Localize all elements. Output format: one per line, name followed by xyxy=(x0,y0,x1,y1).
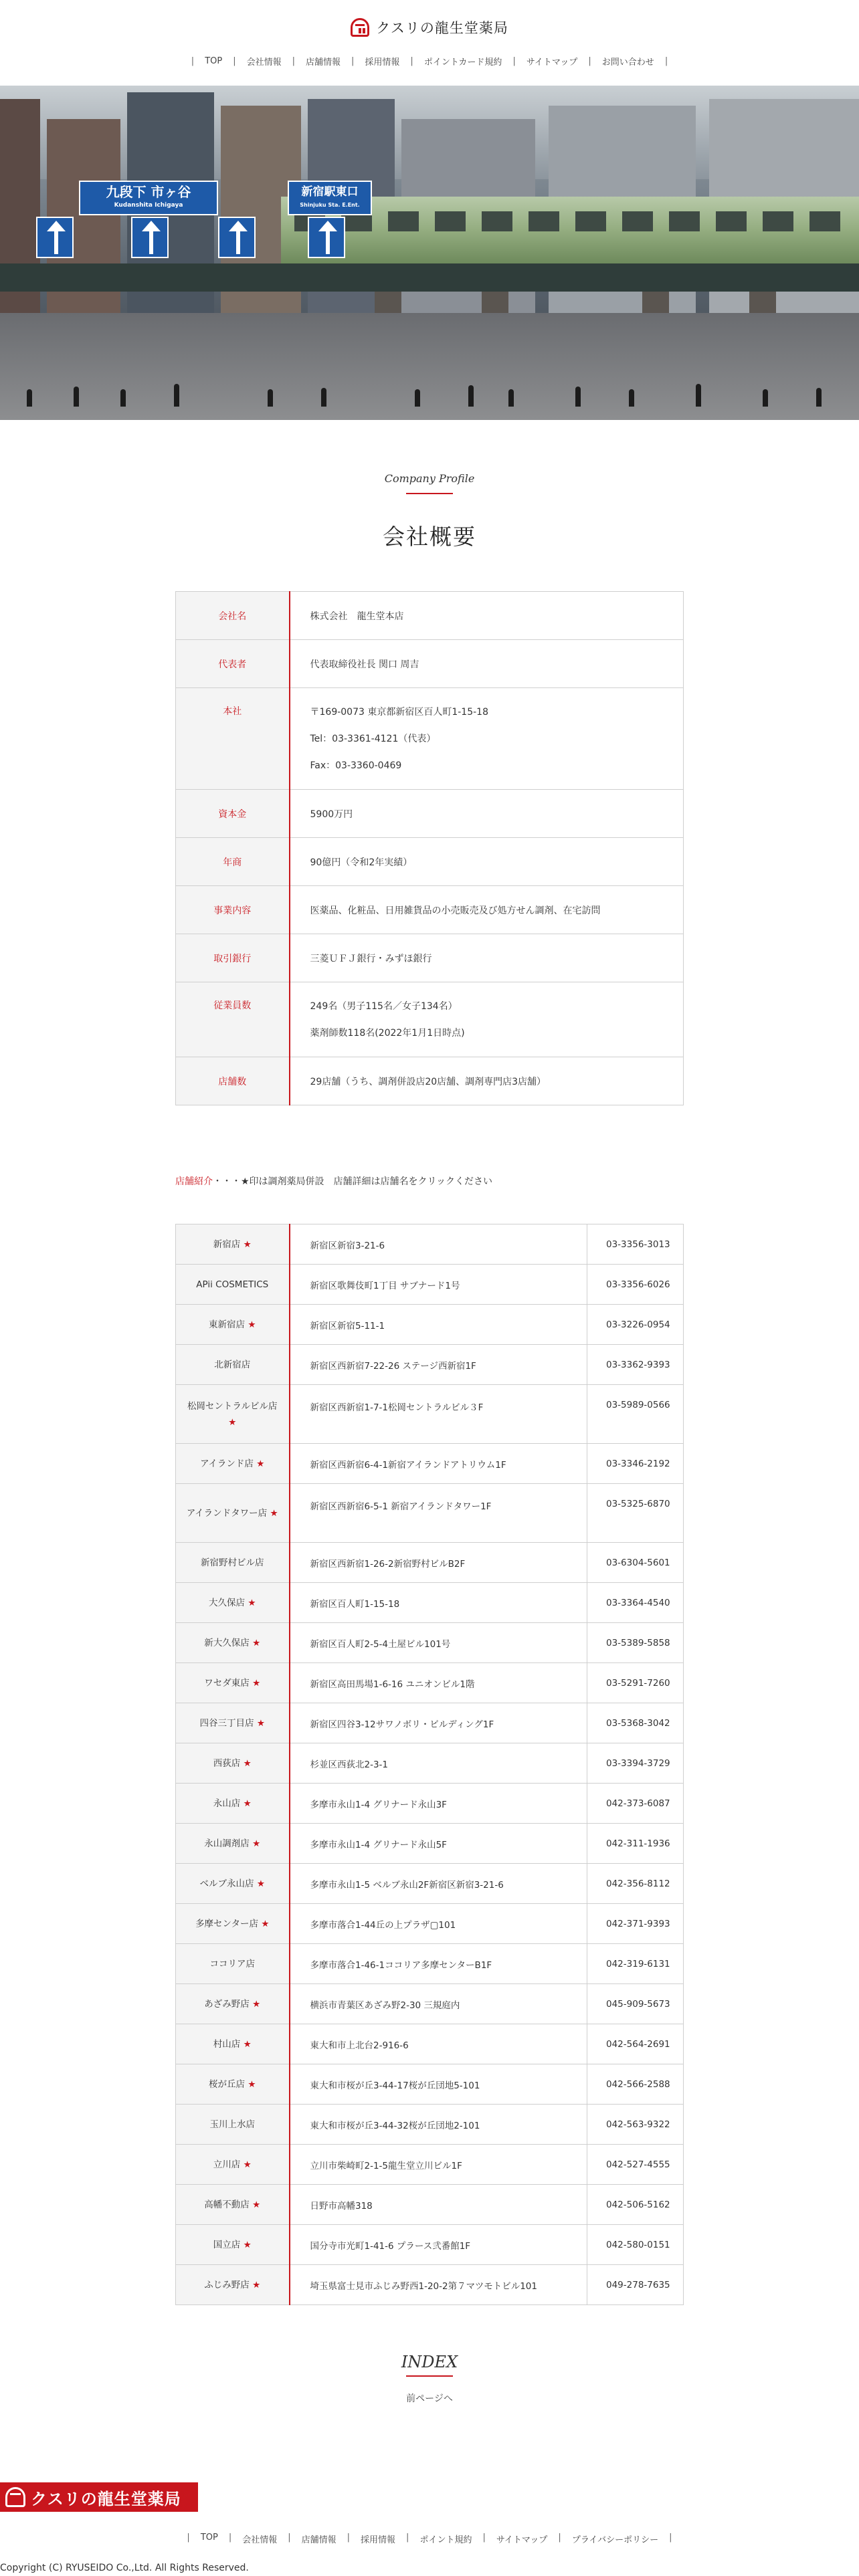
store-name-link[interactable] xyxy=(176,1904,290,1944)
arrow-up-icon xyxy=(308,217,345,258)
nav-stores[interactable]: 店舗情報 xyxy=(306,58,341,68)
store-name: 国立店 xyxy=(213,2239,241,2250)
store-name-link[interactable] xyxy=(176,1583,290,1623)
footer-nav-company[interactable]: 会社情報 xyxy=(242,2535,278,2545)
store-name-link[interactable] xyxy=(176,2185,290,2225)
pharmacy-logo-icon xyxy=(5,2487,25,2507)
dispensing-star-icon: ★ xyxy=(261,1918,270,1929)
store-row xyxy=(176,2145,684,2185)
company-profile-table xyxy=(175,591,684,1105)
profile-row xyxy=(176,790,684,838)
store-row xyxy=(176,1583,684,1623)
store-address: 新宿区西新宿6-5-1 新宿アイランドタワー1F xyxy=(290,1484,587,1543)
store-name: アイランドタワー店 xyxy=(186,1507,268,1519)
store-name: ふじみ野店 xyxy=(204,2279,250,2290)
footer-nav-points[interactable]: ポイント規約 xyxy=(419,2535,472,2545)
store-tel: 042-563-9322 xyxy=(587,2105,684,2145)
store-name: 玉川上水店 xyxy=(209,2119,255,2130)
dispensing-star-icon: ★ xyxy=(256,1878,265,1889)
store-address: 新宿区新宿3-21-6 xyxy=(290,1224,587,1265)
store-row xyxy=(176,2225,684,2265)
store-tel: 03-3226-0954 xyxy=(587,1305,684,1345)
store-row xyxy=(176,1703,684,1743)
dispensing-star-icon: ★ xyxy=(256,1458,265,1469)
profile-row xyxy=(176,1057,684,1105)
footer-nav-top[interactable]: TOP xyxy=(200,2533,218,2543)
header-logo[interactable] xyxy=(0,17,859,37)
store-address: 多摩市落合1-46-1ココリア多摩センターB1F xyxy=(290,1944,587,1984)
store-note xyxy=(175,1174,492,1188)
store-tel: 03-5291-7260 xyxy=(587,1663,684,1703)
store-row xyxy=(176,2024,684,2064)
store-tel: 042-373-6087 xyxy=(587,1784,684,1824)
hero-road-sign-right: 新宿駅東口 Shinjuku Sta. E.Ent. xyxy=(288,181,372,215)
index-section xyxy=(0,2353,859,2405)
pharmacy-logo-icon xyxy=(351,18,369,37)
store-row xyxy=(176,1385,684,1444)
dispensing-star-icon: ★ xyxy=(252,1677,261,1689)
profile-key: 資本金 xyxy=(176,790,290,838)
nav-top[interactable]: TOP xyxy=(205,56,223,66)
arrow-up-icon xyxy=(36,217,74,258)
profile-row xyxy=(176,886,684,934)
footer-nav-recruit[interactable]: 採用情報 xyxy=(361,2535,396,2545)
store-row xyxy=(176,1864,684,1904)
store-name: 桜が丘店 xyxy=(209,2078,246,2090)
copyright: Copyright (C) RYUSEIDO Co.,Ltd. All Rights Reserved. xyxy=(0,2563,249,2573)
store-name: ベルブ永山店 xyxy=(199,1878,254,1889)
index-title: INDEX xyxy=(401,2353,458,2371)
nav-pointcard[interactable]: ポイントカード規約 xyxy=(423,58,502,68)
logo-text: クスリの龍生堂薬局 xyxy=(376,20,508,36)
store-tel: 042-527-4555 xyxy=(587,2145,684,2185)
store-name-link[interactable] xyxy=(176,1224,290,1265)
dispensing-star-icon: ★ xyxy=(248,1597,256,1608)
store-name-link[interactable] xyxy=(176,2145,290,2185)
store-name-link[interactable] xyxy=(176,1944,290,1984)
nav-separator: | xyxy=(191,56,195,66)
store-address: 多摩市落合1-44丘の上プラザ▢101 xyxy=(290,1904,587,1944)
profile-key: 会社名 xyxy=(176,592,290,640)
store-row xyxy=(176,1484,684,1543)
dispensing-star-icon: ★ xyxy=(252,1637,261,1648)
store-name-link[interactable] xyxy=(176,2265,290,2305)
profile-value: 5900万円 xyxy=(290,790,684,838)
store-tel: 042-580-0151 xyxy=(587,2225,684,2265)
store-address: 立川市柴崎町2-1-5龍生堂立川ビル1F xyxy=(290,2145,587,2185)
profile-row xyxy=(176,688,684,790)
global-nav: | TOP | 会社情報 | 店舗情報 | 採用情報 | ポイントカード規約 | サイトマップ | お問い合わせ | xyxy=(191,56,668,68)
profile-key: 本社 xyxy=(176,688,290,790)
section-subtitle: Company Profile xyxy=(384,472,475,485)
store-name: 永山調剤店 xyxy=(204,1838,250,1849)
profile-key: 事業内容 xyxy=(176,886,290,934)
profile-value: 〒169-0073 東京都新宿区百人町1-15-18 Tel：03-3361-4121（代表） Fax：03-3360-0469 xyxy=(290,688,684,790)
store-tel: 03-3356-3013 xyxy=(587,1224,684,1265)
store-name: 村山店 xyxy=(213,2038,241,2050)
hero-image xyxy=(0,86,859,420)
store-tel: 03-3356-6026 xyxy=(587,1265,684,1305)
store-address: 多摩市永山1-5 ベルブ永山2F新宿区新宿3-21-6 xyxy=(290,1864,587,1904)
store-tel: 042-311-1936 xyxy=(587,1824,684,1864)
profile-key: 従業員数 xyxy=(176,982,290,1057)
profile-value: 代表取締役社長 関口 周吉 xyxy=(290,640,684,688)
store-name-link[interactable] xyxy=(176,2225,290,2265)
store-address: 国分寺市光町1-41-6 プラース弐番館1F xyxy=(290,2225,587,2265)
store-name: アイランド店 xyxy=(200,1458,254,1469)
store-row xyxy=(176,1944,684,1984)
store-name: 新宿店 xyxy=(213,1239,241,1250)
nav-contact[interactable]: お問い合わせ xyxy=(601,58,654,68)
dispensing-star-icon: ★ xyxy=(256,1717,265,1729)
store-address: 多摩市永山1-4 グリナード永山5F xyxy=(290,1824,587,1864)
store-row xyxy=(176,1224,684,1265)
store-name: 東新宿店 xyxy=(209,1319,246,1330)
store-name: ワセダ東店 xyxy=(204,1677,250,1689)
store-name-link[interactable] xyxy=(176,1444,290,1484)
dispensing-star-icon: ★ xyxy=(270,1507,278,1519)
dispensing-star-icon: ★ xyxy=(248,2078,256,2090)
store-tel: 042-319-6131 xyxy=(587,1944,684,1984)
site-header xyxy=(0,0,859,86)
store-tel: 03-5325-6870 xyxy=(587,1484,684,1543)
store-address: 東大和市上北台2-916-6 xyxy=(290,2024,587,2064)
store-row xyxy=(176,2185,684,2225)
dispensing-star-icon: ★ xyxy=(228,1416,237,1428)
profile-value: 株式会社 龍生堂本店 xyxy=(290,592,684,640)
profile-key: 店舗数 xyxy=(176,1057,290,1105)
dispensing-star-icon: ★ xyxy=(252,2279,261,2290)
store-name-link[interactable] xyxy=(176,1663,290,1703)
store-list-table xyxy=(175,1224,684,2305)
store-name-link[interactable] xyxy=(176,1703,290,1743)
store-row xyxy=(176,2064,684,2105)
store-address: 東大和市桜が丘3-44-32桜が丘団地2-101 xyxy=(290,2105,587,2145)
store-name-link[interactable] xyxy=(176,1345,290,1385)
footer-logo-text: クスリの龍生堂薬局 xyxy=(31,2489,181,2508)
store-name-link[interactable] xyxy=(176,1385,290,1444)
store-name: 永山店 xyxy=(213,1798,241,1809)
profile-key: 代表者 xyxy=(176,640,290,688)
store-tel: 03-3346-2192 xyxy=(587,1444,684,1484)
hero-bridge xyxy=(0,263,859,292)
profile-key: 年商 xyxy=(176,838,290,886)
store-name-link[interactable] xyxy=(176,2064,290,2105)
store-address: 新宿区歌舞伎町1丁目 サブナード1号 xyxy=(290,1265,587,1305)
store-row xyxy=(176,1904,684,1944)
store-tel: 03-3362-9393 xyxy=(587,1345,684,1385)
store-tel: 042-356-8112 xyxy=(587,1864,684,1904)
store-row xyxy=(176,1265,684,1305)
store-name: 立川店 xyxy=(213,2159,241,2170)
store-address: 新宿区西新宿6-4-1新宿アイランドアトリウム1F xyxy=(290,1444,587,1484)
profile-row xyxy=(176,838,684,886)
profile-row xyxy=(176,592,684,640)
store-tel: 049-278-7635 xyxy=(587,2265,684,2305)
store-note-text: ・・・★印は調剤薬局併設 店舗詳細は店舗名をクリックください xyxy=(213,1176,492,1187)
store-address: 横浜市青葉区あざみ野2-30 三規庭内 xyxy=(290,1984,587,2024)
store-name-link[interactable] xyxy=(176,1265,290,1305)
dispensing-star-icon: ★ xyxy=(243,2038,252,2050)
store-address: 多摩市永山1-4 グリナード永山3F xyxy=(290,1784,587,1824)
store-row xyxy=(176,1543,684,1583)
footer-nav-sitemap[interactable]: サイトマップ xyxy=(496,2535,548,2545)
store-tel: 042-506-5162 xyxy=(587,2185,684,2225)
store-name: 西荻店 xyxy=(213,1757,241,1769)
store-address: 日野市高幡318 xyxy=(290,2185,587,2225)
store-address: 埼玉県富士見市ふじみ野西1-20-2第７マツモトビル101 xyxy=(290,2265,587,2305)
store-address: 新宿区四谷3-12サワノボリ・ビルディング1F xyxy=(290,1703,587,1743)
store-name-link[interactable] xyxy=(176,1784,290,1824)
footer-nav-privacy[interactable]: プライバシーポリシー xyxy=(571,2535,659,2545)
store-tel: 045-909-5673 xyxy=(587,1984,684,2024)
store-row xyxy=(176,1663,684,1703)
store-address: 新宿区西新宿1-26-2新宿野村ビルB2F xyxy=(290,1543,587,1583)
dispensing-star-icon: ★ xyxy=(243,2159,252,2170)
store-tel: 042-564-2691 xyxy=(587,2024,684,2064)
store-address: 新宿区新宿5-11-1 xyxy=(290,1305,587,1345)
store-tel: 042-566-2588 xyxy=(587,2064,684,2105)
hero-road-sign-left: 九段下 市ヶ谷 Kudanshita Ichigaya xyxy=(79,181,218,215)
profile-key: 取引銀行 xyxy=(176,934,290,982)
store-tel: 042-371-9393 xyxy=(587,1904,684,1944)
store-tel: 03-5389-5858 xyxy=(587,1623,684,1663)
store-name: 四谷三丁目店 xyxy=(199,1717,254,1729)
profile-row xyxy=(176,982,684,1057)
store-tel: 03-3394-3729 xyxy=(587,1743,684,1784)
store-address: 新宿区西新宿1-7-1松岡セントラルビル３F xyxy=(290,1385,587,1444)
profile-value: 249名（男子115名／女子134名） 薬剤師数118名(2022年1月1日時点) xyxy=(290,982,684,1057)
store-row xyxy=(176,1743,684,1784)
store-name: 大久保店 xyxy=(209,1597,246,1608)
store-name-link[interactable] xyxy=(176,1543,290,1583)
store-row xyxy=(176,1824,684,1864)
page-title: 会社概要 xyxy=(383,524,476,550)
store-name-link[interactable] xyxy=(176,1305,290,1345)
store-row xyxy=(176,1345,684,1385)
store-name-link[interactable] xyxy=(176,1984,290,2024)
store-row xyxy=(176,1305,684,1345)
title-underline xyxy=(406,493,453,494)
store-tel: 03-5989-0566 xyxy=(587,1385,684,1444)
arrow-up-icon xyxy=(218,217,256,258)
store-name: 多摩センター店 xyxy=(195,1918,259,1929)
index-underline xyxy=(406,2375,453,2377)
profile-value: 29店舗（うち、調剤併設店20店舗、調剤専門店3店舗） xyxy=(290,1057,684,1105)
dispensing-star-icon: ★ xyxy=(252,1838,261,1849)
store-name-link[interactable] xyxy=(176,2024,290,2064)
store-list-body xyxy=(176,1224,684,2305)
store-tel: 03-6304-5601 xyxy=(587,1543,684,1583)
store-name: 新大久保店 xyxy=(204,1637,250,1648)
store-name: 松岡セントラルビル店 xyxy=(187,1400,278,1412)
store-name-link[interactable] xyxy=(176,2105,290,2145)
store-name: ココリア店 xyxy=(209,1958,255,1969)
dispensing-star-icon: ★ xyxy=(243,1798,252,1809)
store-address: 新宿区百人町2-5-4土屋ビル101号 xyxy=(290,1623,587,1663)
store-address: 東大和市桜が丘3-44-17桜が丘団地5-101 xyxy=(290,2064,587,2105)
store-row xyxy=(176,1784,684,1824)
hero-street xyxy=(0,313,859,420)
store-row xyxy=(176,1623,684,1663)
store-address: 新宿区高田馬場1-6-16 ユニオンビル1階 xyxy=(290,1663,587,1703)
store-name-link[interactable] xyxy=(176,1864,290,1904)
store-name-link[interactable] xyxy=(176,1743,290,1784)
footer-nav-stores[interactable]: 店舗情報 xyxy=(301,2535,337,2545)
store-name-link[interactable] xyxy=(176,1824,290,1864)
store-tel: 03-3364-4540 xyxy=(587,1583,684,1623)
store-address: 新宿区百人町1-15-18 xyxy=(290,1583,587,1623)
store-name: 新宿野村ビル店 xyxy=(201,1557,264,1568)
nav-sitemap[interactable]: サイトマップ xyxy=(526,58,578,68)
store-address: 杉並区西荻北2-3-1 xyxy=(290,1743,587,1784)
profile-row xyxy=(176,934,684,982)
nav-company[interactable]: 会社情報 xyxy=(246,58,282,68)
store-note-lead: 店舗紹介 xyxy=(175,1176,213,1187)
store-row xyxy=(176,2265,684,2305)
dispensing-star-icon: ★ xyxy=(252,2199,261,2210)
nav-recruit[interactable]: 採用情報 xyxy=(365,58,400,68)
section-title xyxy=(0,472,859,551)
store-name-link[interactable] xyxy=(176,1484,290,1543)
arrow-up-icon xyxy=(131,217,169,258)
dispensing-star-icon: ★ xyxy=(243,1239,252,1250)
store-row xyxy=(176,1444,684,1484)
profile-value: 医薬品、化粧品、日用雑貨品の小売販売及び処方せん調剤、在宅訪問 xyxy=(290,886,684,934)
profile-value: 90億円（令和2年実績） xyxy=(290,838,684,886)
store-name: 北新宿店 xyxy=(214,1359,251,1370)
footer-logo[interactable] xyxy=(0,2482,198,2512)
profile-value: 三菱ＵＦＪ銀行・みずほ銀行 xyxy=(290,934,684,982)
profile-row xyxy=(176,640,684,688)
dispensing-star-icon: ★ xyxy=(248,1319,256,1330)
store-row xyxy=(176,2105,684,2145)
footer-nav: | TOP | 会社情報 | 店舗情報 | 採用情報 | ポイント規約 | サイトマップ | プライバシーポリシー | xyxy=(187,2533,672,2545)
store-name: あざみ野店 xyxy=(204,1998,250,2010)
store-name: APii COSMETICS xyxy=(196,1279,269,1290)
store-name: 高幡不動店 xyxy=(204,2199,250,2210)
dispensing-star-icon: ★ xyxy=(252,1998,261,2010)
dispensing-star-icon: ★ xyxy=(243,2239,252,2250)
store-address: 新宿区西新宿7-22-26 ステージ西新宿1F xyxy=(290,1345,587,1385)
store-name-link[interactable] xyxy=(176,1623,290,1663)
store-tel: 03-5368-3042 xyxy=(587,1703,684,1743)
store-row xyxy=(176,1984,684,2024)
back-link[interactable]: 前ページへ xyxy=(406,2393,453,2404)
dispensing-star-icon: ★ xyxy=(243,1757,252,1769)
